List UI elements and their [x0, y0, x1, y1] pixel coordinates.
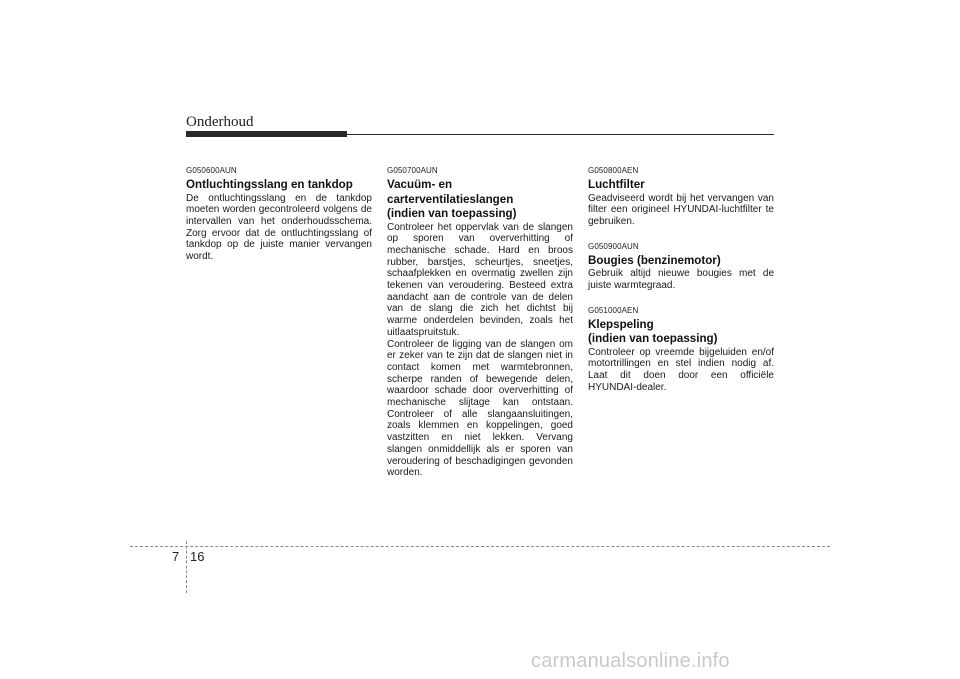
section-vacuum-hoses — [387, 166, 573, 479]
page-header-title: Onderhoud — [186, 114, 254, 130]
column-2 — [387, 166, 573, 479]
section-paragraph: Gebruik altijd nieuwe bougies met de juiste warmtegraad. — [588, 268, 774, 291]
section-code: G050800AEN — [588, 166, 639, 175]
section-heading: Luchtfilter — [588, 178, 645, 191]
section-paragraph: Controleer het oppervlak van de slangen op sporen van oververhitting of mechanische schade. Hard en broos rubber, barstjes, scheurtjes, sneetjes, schaafplekken en overmatig zwellen zijn tekenen van veroudering. Besteed extra aandacht aan de controle van de delen van de slang die zich het dichtst bij warme onderdelen bevinden, zoals het uitlaatspruitstuk. — [387, 221, 573, 338]
section-paragraph: De ontluchtingsslang en de tankdop moeten worden gecontroleerd volgens de intervallen van het onderhoudsschema. Zorg ervoor dat de ontluchtingsslang of tankdop op de juiste manier vervangen wordt. — [186, 192, 372, 263]
column-3 — [588, 166, 774, 393]
section-heading: Bougies (benzinemotor) — [588, 253, 721, 267]
section-vent-hose — [186, 166, 372, 263]
section-code: G050900AUN — [588, 241, 639, 251]
section-paragraph: Controleer op vreemde bijgeluiden en/of motortrillingen en stel indien nodig af. Laat dit doen door een officiële HYUNDAI-dealer. — [588, 346, 774, 393]
header-rule-thin — [347, 134, 774, 135]
header-rule-thick — [186, 131, 347, 137]
section-valve-clearance — [588, 306, 774, 394]
footer-dashed-divider — [186, 541, 187, 593]
section-heading: Ontluchtingsslang en tankdop — [186, 178, 353, 191]
footer-dashed-rule — [130, 546, 830, 547]
section-code: G050600AUN — [186, 166, 237, 175]
section-heading-line: (indien van toepassing) — [387, 207, 517, 220]
page-number: 16 — [190, 549, 205, 564]
column-1 — [186, 166, 372, 263]
section-heading-line: Vacuüm- en — [387, 178, 453, 191]
section-heading-line: carterventilatieslangen — [387, 192, 514, 206]
section-spark-plugs — [588, 242, 774, 292]
section-paragraph: Controleer de ligging van de slangen om er zeker van te zijn dat de slangen niet in contact komen met warmtebronnen, scherpe randen of bewegende delen, waardoor schade door oververhitting of mechanische slijtage kan ontstaan. Controleer of alle slangaansluitingen, zoals klemmen en koppelingen, goed vastzitten en niet lekken. Vervang slangen onmiddellijk als er sporen van veroudering of beschadigingen gevonden worden. — [387, 338, 573, 479]
section-code: G050700AUN — [387, 166, 438, 175]
section-heading-line: Klepspeling — [588, 317, 654, 331]
chapter-number: 7 — [172, 549, 180, 564]
watermark-text: carmanualsonline.info — [531, 650, 730, 672]
section-paragraph: Geadviseerd wordt bij het vervangen van filter een origineel HYUNDAI-luchtfilter te gebruiken. — [588, 192, 774, 227]
section-air-filter — [588, 166, 774, 228]
section-code: G051000AEN — [588, 305, 639, 315]
section-heading-line: (indien van toepassing) — [588, 332, 718, 346]
